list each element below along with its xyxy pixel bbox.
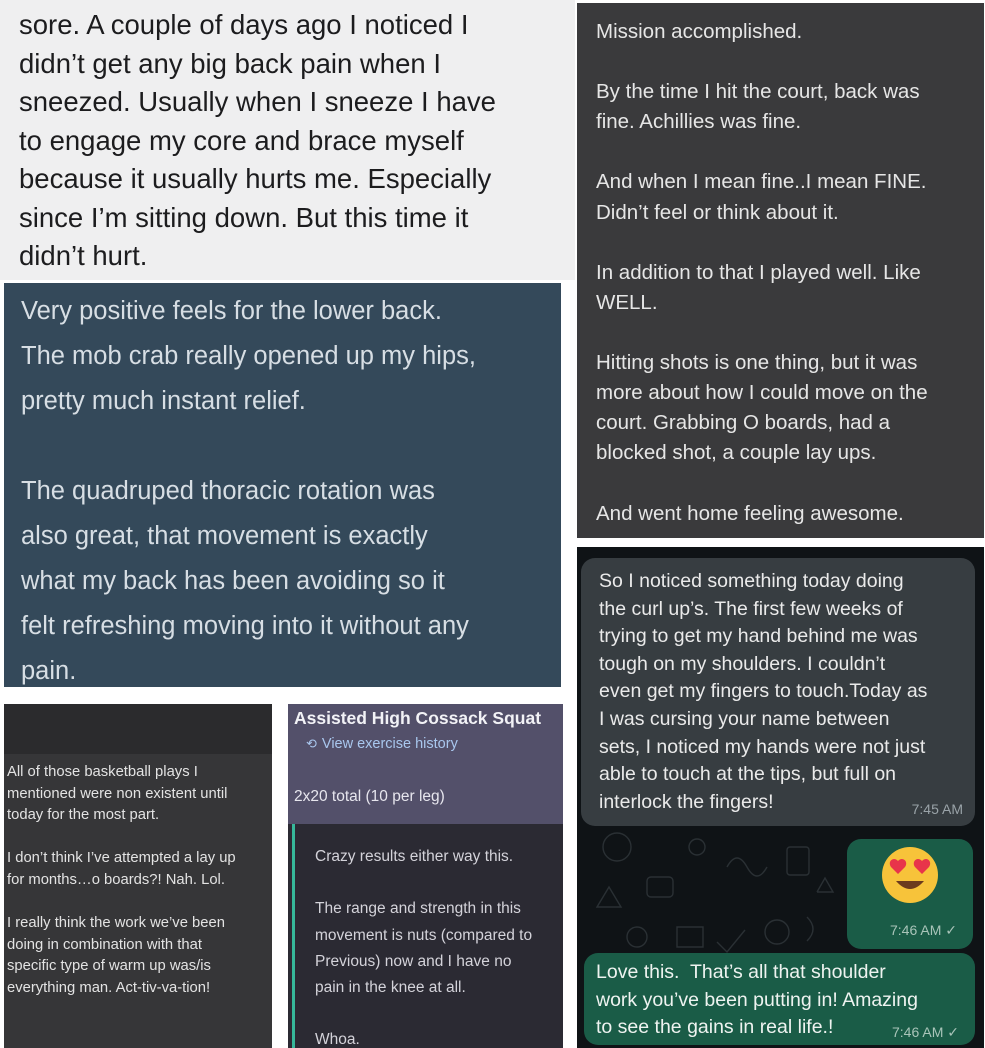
read-check-icon: ✓ xyxy=(945,922,957,938)
testimonial-text: Mission accomplished. By the time I hit the court, back was fine. Achillies was fine. And when I mean fine..I mean FINE. Didn’t feel or think about it. In addition to that I played well. Like WELL. Hitting shots is one thing, but it was more about how I could move on the court. Grabbing O boards, had a blocked shot, a couple lay ups. And went home feeling awesome. xyxy=(596,20,928,525)
testimonial-text: sore. A couple of days ago I noticed I didn’t get any big back pain when I sneezed. Usually when I sneeze I have to engage my core and brace myself because it usually hurts me. Especially since I’m sitting down. But this time it didn’t hurt. xyxy=(19,9,496,271)
message-timestamp: 7:46 AM ✓ xyxy=(890,922,957,938)
message-header-strip xyxy=(4,704,272,754)
exercise-note: Crazy results either way this. The range and strength in this movement is nuts (compared to Previous) now and I have no pain in the knee at all. Whoa. xyxy=(315,848,533,1048)
testimonial-dark-chat-note xyxy=(4,704,272,1048)
message-text: Love this. That’s all that shoulder work you’ve been putting in! Amazing to see the gains in real life.! xyxy=(596,961,918,1039)
heart-eyes-emoji-icon xyxy=(880,845,940,905)
testimonial-light-note xyxy=(0,0,575,280)
message-timestamp: 7:46 AM ✓ xyxy=(892,1024,959,1040)
testimonial-text: All of those basketball plays I mentioned were non existent until today for the most part. I don’t think I’ve attempted a lay up for months…o boards?! Nah. Lol. I really think the work we’ve been doing in combination with that specific type of warm up was/is everything man. Act-tiv-va-tion! xyxy=(7,764,236,996)
exercise-sets: 2x20 total (10 per leg) xyxy=(294,788,445,805)
testimonial-grey-note xyxy=(577,3,984,538)
testimonial-navy-note xyxy=(4,283,561,687)
exercise-log-card xyxy=(288,704,563,1048)
emoji-reply-bubble[interactable] xyxy=(847,839,973,949)
message-timestamp: 7:45 AM xyxy=(911,801,963,817)
history-icon: ⟲ xyxy=(306,736,317,751)
incoming-message-bubble[interactable] xyxy=(581,558,975,826)
outgoing-message-bubble[interactable] xyxy=(584,953,975,1045)
message-text: So I noticed something today doing the curl up’s. The first few weeks of trying to get my hand behind me was tough on my shoulders. I couldn’t even get my fingers to touch.Today as I was cursing your name between sets, I noticed my hands were not just able to touch at the tips, but full on interlock the fingers! xyxy=(599,570,928,813)
exercise-title: Assisted High Cossack Squat xyxy=(294,708,542,728)
testimonial-text: Very positive feels for the lower back. The mob crab really opened up my hips, pretty much instant relief. The quadruped thoracic rotation was also great, that movement is exactly what my back has been avoiding so it felt refreshing moving into it without any pain. xyxy=(21,297,476,685)
read-check-icon: ✓ xyxy=(947,1024,959,1040)
note-accent-bar xyxy=(292,824,295,1048)
view-history-link[interactable]: ⟲ View exercise history xyxy=(306,736,458,752)
chat-screenshot xyxy=(577,547,984,1048)
